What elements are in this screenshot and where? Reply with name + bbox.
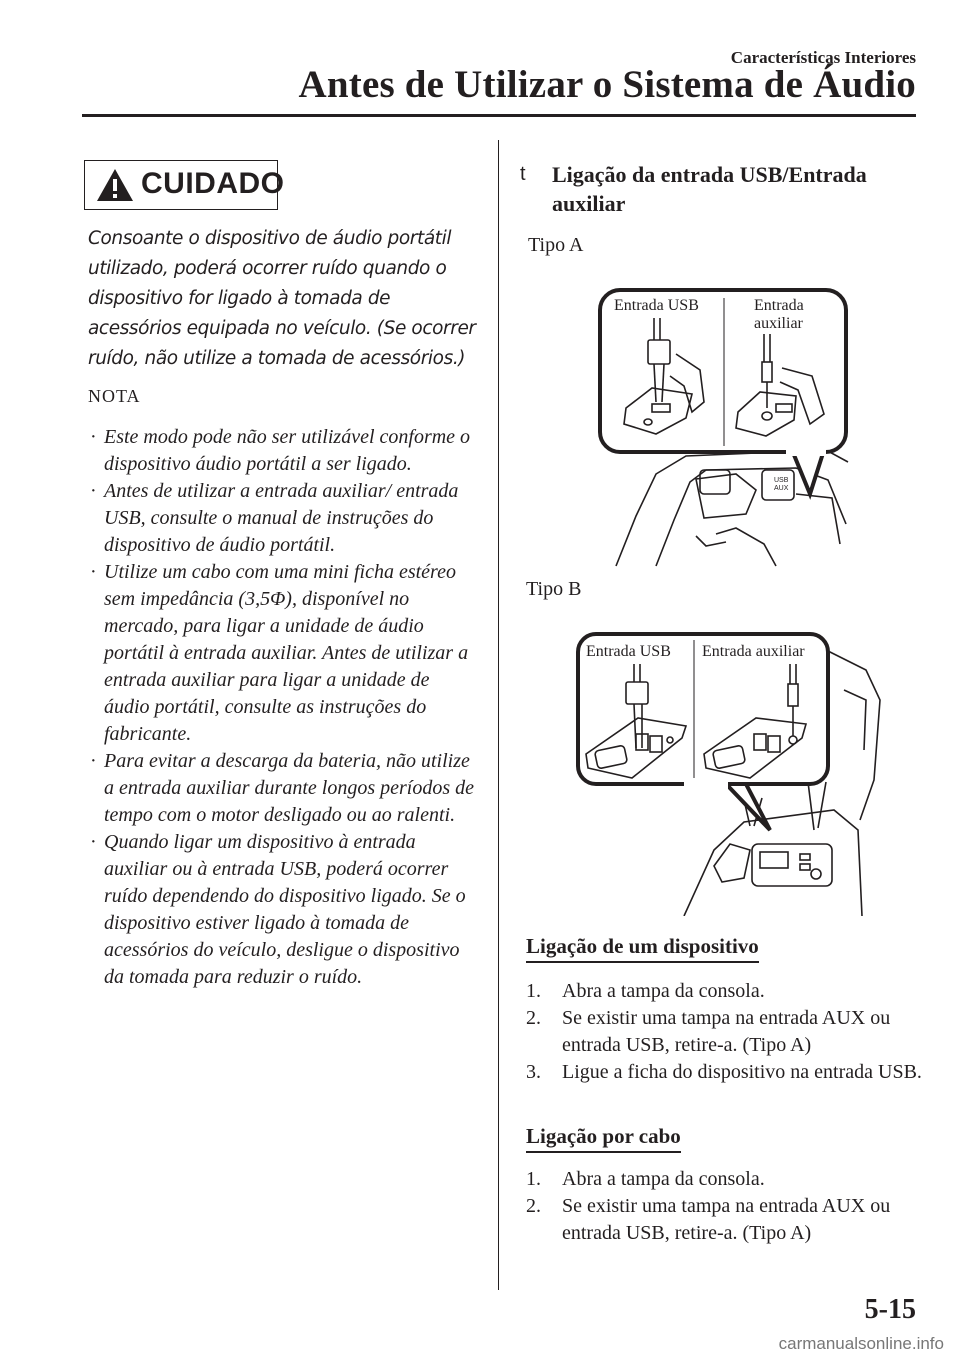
nota-item: · Utilize um cabo com uma mini ficha estéreo sem impedância (3,5Φ), disponível no mercado, para ligar a unidade de áudio portátil à entrada auxiliar. Antes de utilizar a entrada auxiliar para ligar a unidade de áudio portátil, consulte as instruções do fabricante. bbox=[88, 559, 480, 748]
type-b-illustration bbox=[574, 630, 886, 916]
aux-port-mark: AUX bbox=[774, 485, 789, 492]
nota-item: · Quando ligar um dispositivo à entrada auxiliar ou à entrada USB, poderá ocorrer ruído dependendo do dispositivo ligado. Se o dispositivo estiver ligado à tomada de acessórios do veículo, desligue o dispositivo da tomada para reduzir o ruído. bbox=[88, 829, 480, 991]
header-rule bbox=[82, 114, 916, 117]
type-b-label: Tipo B bbox=[526, 578, 582, 600]
section-title: Ligação da entrada USB/Entrada auxiliar bbox=[552, 162, 867, 216]
caution-text: Consoante o dispositivo de áudio portátil utilizado, poderá ocorrer ruído quando o dispositivo for ligado à tomada de acessórios equipada no veículo. (Se ocorrer ruído, não utilize a tomada de acessórios.) bbox=[88, 228, 476, 369]
warning-triangle-icon bbox=[95, 167, 135, 203]
caution-box bbox=[84, 160, 285, 210]
aux-port-label: Entrada auxiliar bbox=[702, 643, 805, 660]
page-number: 5-15 bbox=[864, 1294, 916, 1325]
nota-item: · Este modo pode não ser utilizável conforme o dispositivo áudio portátil a ser ligado. bbox=[88, 424, 480, 478]
usb-port-label: Entrada USB bbox=[614, 297, 699, 314]
cable-steps bbox=[526, 1166, 926, 1247]
caution-label: CUIDADO bbox=[141, 167, 285, 200]
step-number: 3. bbox=[526, 1061, 541, 1083]
step-item bbox=[526, 978, 926, 1005]
step-item bbox=[526, 1005, 926, 1059]
header-section: Características Interiores bbox=[730, 48, 916, 67]
type-a-illustration bbox=[596, 284, 852, 568]
watermark: carmanualsonline.info bbox=[778, 1334, 944, 1353]
device-heading: Ligação de um dispositivo bbox=[526, 934, 759, 963]
page-title: Antes de Utilizar o Sistema de Áudio bbox=[298, 63, 916, 106]
step-number: 2. bbox=[526, 1195, 541, 1217]
column-divider bbox=[498, 140, 499, 1290]
aux-port-label-2: auxiliar bbox=[754, 315, 803, 332]
aux-port-label-1: Entrada bbox=[754, 297, 804, 314]
cable-heading: Ligação por cabo bbox=[526, 1124, 681, 1153]
nota-list bbox=[88, 424, 480, 991]
nota-title: NOTA bbox=[88, 386, 141, 406]
step-text: Se existir uma tampa na entrada AUX ou entrada USB, retire-a. (Tipo A) bbox=[562, 1195, 891, 1244]
step-number: 2. bbox=[526, 1007, 541, 1029]
step-item bbox=[526, 1166, 926, 1193]
section-heading bbox=[520, 160, 920, 218]
step-text: Abra a tampa da consola. bbox=[562, 1168, 765, 1190]
step-text: Ligue a ficha do dispositivo na entrada USB. bbox=[562, 1061, 922, 1083]
step-number: 1. bbox=[526, 980, 541, 1002]
usb-port-mark: USB bbox=[774, 477, 789, 484]
step-text: Se existir uma tampa na entrada AUX ou entrada USB, retire-a. (Tipo A) bbox=[562, 1007, 891, 1056]
type-a-label: Tipo A bbox=[528, 234, 584, 256]
step-item bbox=[526, 1059, 926, 1086]
device-steps bbox=[526, 978, 926, 1086]
step-item bbox=[526, 1193, 926, 1247]
section-bullet: t bbox=[520, 163, 526, 185]
usb-port-label: Entrada USB bbox=[586, 643, 671, 660]
step-number: 1. bbox=[526, 1168, 541, 1190]
step-text: Abra a tampa da consola. bbox=[562, 980, 765, 1002]
nota-item: · Antes de utilizar a entrada auxiliar/ entrada USB, consulte o manual de instruções do dispositivo de áudio portátil. bbox=[88, 478, 480, 559]
nota-item: · Para evitar a descarga da bateria, não utilize a entrada auxiliar durante longos períodos de tempo com o motor desligado ou ao ralenti. bbox=[88, 748, 480, 829]
